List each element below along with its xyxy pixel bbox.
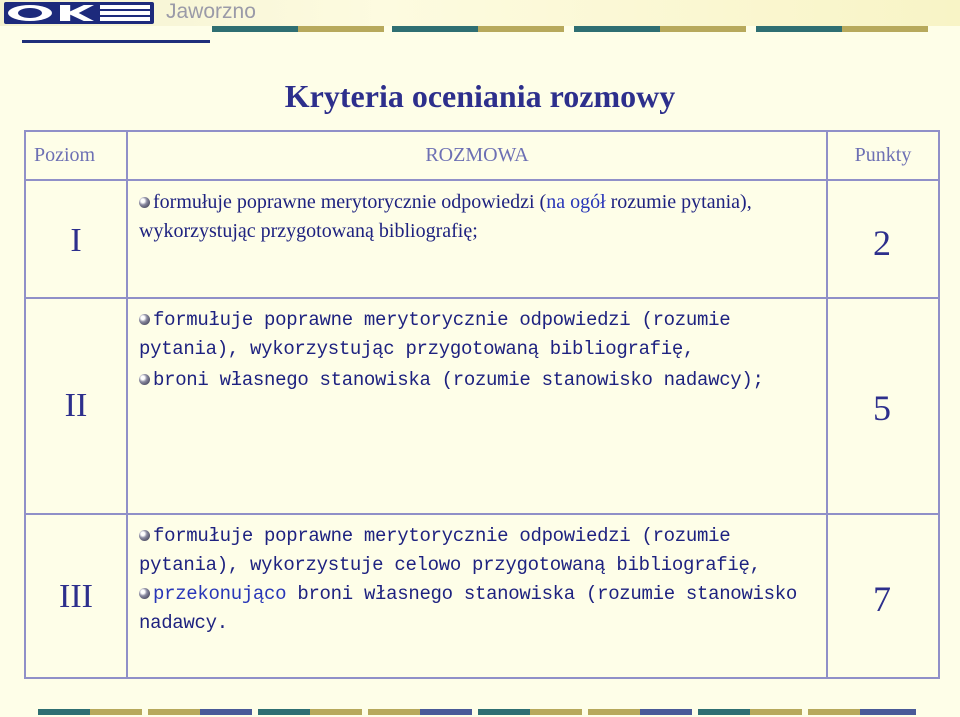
row-divider [26,297,938,299]
decor-bar [258,709,310,715]
bullet-icon [139,314,150,325]
decor-bar [842,26,928,32]
decor-bar [756,26,842,32]
points-cell: 7 [873,579,891,619]
brand-name: Jaworzno [166,0,256,23]
decor-bar [298,26,384,32]
decor-bar [200,709,252,715]
header-rule [22,40,210,43]
column-header-level: Poziom [34,144,96,166]
criteria-table [24,130,940,679]
page-title: Kryteria oceniania rozmowy [284,78,676,114]
column-header-points: Punkty [854,144,912,166]
criteria-text: formułuje poprawne merytorycznie odpowiedzi (rozumie pytania), wykorzystując przygotowaną bibliografię, broni własnego stanowiska (rozumie stanowisko nadawcy); [139,309,764,391]
oke-logo [4,2,154,24]
bullet-icon [139,588,150,599]
decor-bar [750,709,802,715]
decor-bar [660,26,746,32]
criteria-text: formułuje poprawne merytorycznie odpowiedzi (rozumie pytania), wykorzystuje celowo przygotowaną bibliografię, przekonująco broni własnego stanowiska (rozumie stanowisko nadawcy. [139,525,797,634]
decor-bar [530,709,582,715]
bullet-icon [139,197,150,208]
row-divider [26,179,938,181]
column-header-content: ROZMOWA [425,144,529,166]
decor-bar [420,709,472,715]
decor-bar [478,26,564,32]
decor-bar [478,709,530,715]
decor-bar [860,709,916,715]
decor-bar [38,709,90,715]
decor-bar [90,709,142,715]
decor-bar [212,26,298,32]
column-divider [126,132,128,677]
row-divider [26,513,938,515]
points-cell: 2 [873,223,891,263]
points-cell: 5 [873,388,891,428]
decor-bar [148,709,200,715]
bullet-icon [139,530,150,541]
level-cell: II [64,387,88,424]
level-cell: I [70,222,82,259]
decor-bar [808,709,860,715]
decor-bar [310,709,362,715]
decor-bar [698,709,750,715]
decor-bar [574,26,660,32]
decor-bar [588,709,640,715]
decor-bar [368,709,420,715]
criteria-text: formułuje poprawne merytorycznie odpowiedzi (na ogół rozumie pytania), wykorzystując przygotowaną bibliografię; [139,191,752,242]
level-cell: III [59,578,93,615]
decor-bar [392,26,478,32]
decor-bar [640,709,692,715]
bullet-icon [139,374,150,385]
